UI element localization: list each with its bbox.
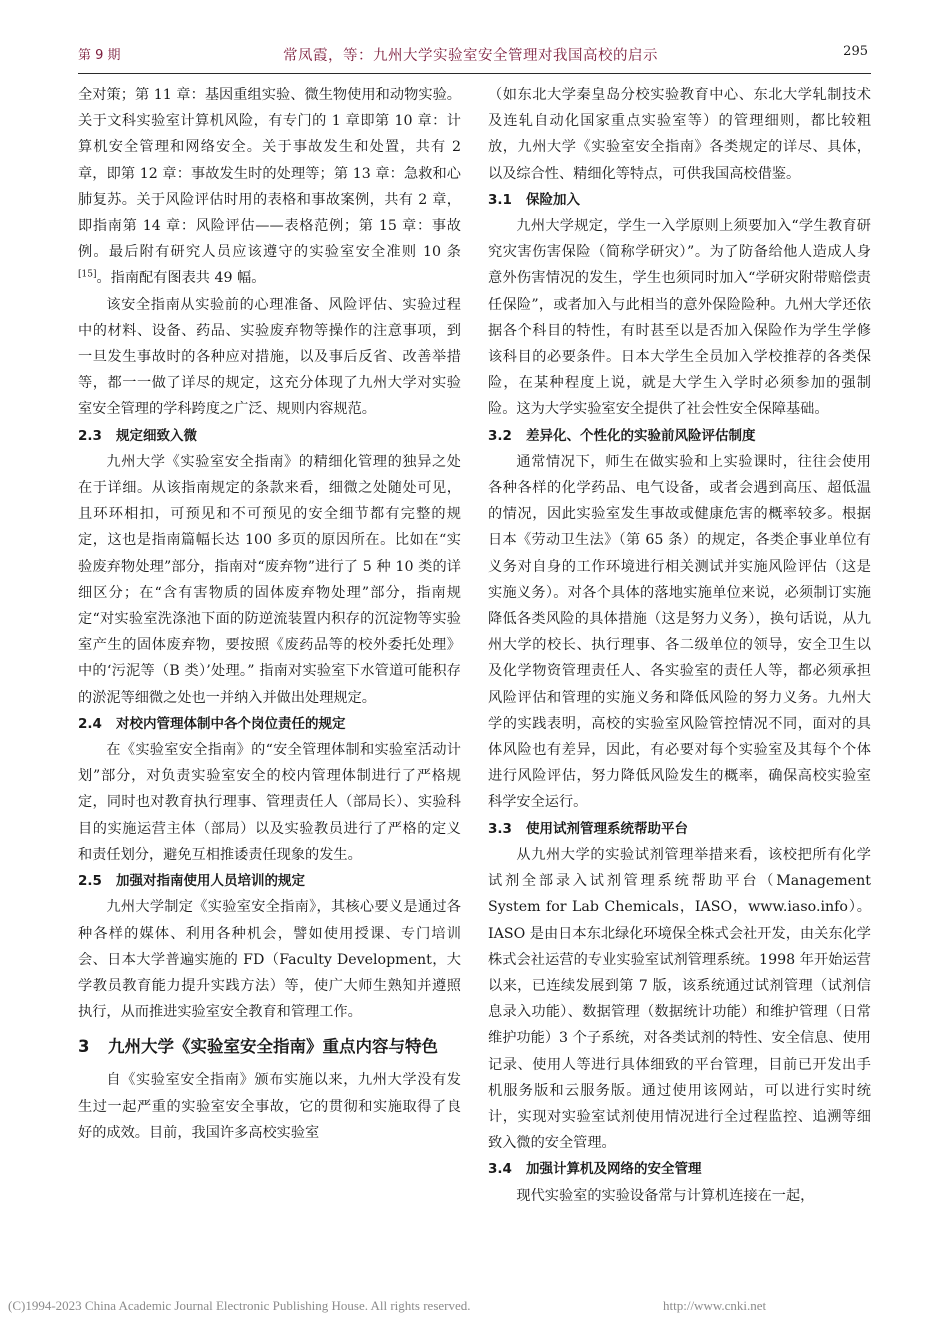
paragraph: 该安全指南从实验前的心理准备、风险评估、实验过程中的材料、设备、药品、实验废弃物等操作的注意事项，到一旦发生事故时的各种应对措施，以及事后反省、改善举措等，都一一做了详尽的规定，这充分体现了九州大学对实验室安全管理的学科跨度之广泛、规则内容规范。 [78,296,461,418]
section-title: 加强计算机及网络的安全管理 [526,1161,702,1178]
section-title: 对校内管理体制中各个岗位责任的规定 [116,715,346,732]
section-number: 3.2 [488,427,512,444]
page-number: 295 [843,44,868,59]
paragraph [78,82,461,292]
copyright-notice: (C)1994-2023 China Academic Journal Electronic Publishing House. All rights reserved. [8,1298,471,1313]
section-heading-3 [78,1033,461,1061]
paragraph: 自《实验室安全指南》颁布实施以来，九州大学没有发生过一起严重的实验室安全事故，它的贯彻和实施取得了良好的成效。目前，我国许多高校实验室 [78,1072,461,1141]
issue-label: 第 9 期 [78,48,121,63]
section-number: 2.3 [78,427,102,444]
left-column [78,82,461,1146]
section-number: 3.4 [488,1161,512,1178]
section-number: 3.1 [488,191,512,208]
paragraph-text: 。指南配有图表共 49 幅。 [96,270,266,287]
paragraph: 从九州大学的实验试剂管理举措来看，该校把所有化学试剂全部录入试剂管理系统帮助平台（Management System for Lab Chemicals，IASO，www.iaso.info）。IASO 是由日本东北绿化环境保全株式会社开发，由关东化学株式会社运营的专业实验室试剂管理系统。1998 年开始运营以来，已连续发展到第 7 版，该系统通过试剂管理（试剂信息录入功能）、数据管理（数据统计功能）和维护管理（日常维护功能）3 个子系统，对各类试剂的特性、安全信息、使用记录、使用人等进行具体细致的平台管理，目前已开发出手机服务版和云服务版。通过使用该网站，可以进行实时统计，实现对实验室试剂使用情况进行全过程监控、追溯等细致入微的安全管理。 [488,846,871,1152]
paragraph: 现代实验室的实验设备常与计算机连接在一起， [516,1187,815,1204]
section-number: 2.4 [78,715,102,732]
running-title: 常凤霞，等：九州大学实验室安全管理对我国高校的启示 [283,48,658,64]
paragraph: 九州大学《实验室安全指南》的精细化管理的独异之处在于详细。从该指南规定的条款来看，细微之处随处可见，且环环相扣，可预见和不可预见的安全细节都有完整的规定，这也是指南篇幅长达 100 多页的原因所在。比如在“实验废弃物处理”部分，指南对“废弃物”进行了 5 种 10 类的详细区分；在“含有害物质的固体废弃物处理”部分，指南规定“对实验室洗涤池下面的防逆流装置内积存的沉淀物等实验室产生的固体废弃物，要按照《废药品等的校外委托处理》中的‘污泥等（B 类）’处理。” 指南对实验室下水管道可能积存的淤泥等细微之处也一并纳入并做出处理规定。 [78,453,461,706]
paragraph: 九州大学制定《实验室安全指南》，其核心要义是通过各种各样的媒体、利用各种机会，譬如使用授课、专门培训会、日本大学普遍实施的 FD（Faculty Development，大学教员教育能力提升实践方法）等，使广大师生熟知并遵照执行，从而推进实验室安全教育和管理工作。 [78,899,461,1021]
paragraph: 在《实验室安全指南》的“安全管理体制和实验室活动计划”部分，对负责实验室安全的校内管理体制进行了严格规定，同时也对教育执行理事、管理责任人（部局长）、实验科目的实施运营主体（部局）以及实验教员进行了严格的定义和责任划分，避免互相推诿责任现象的发生。 [78,742,461,863]
section-title: 九州大学《实验室安全指南》重点内容与特色 [108,1037,438,1057]
right-column [488,82,871,1209]
section-title: 差异化、个性化的实验前风险评估制度 [526,427,756,444]
section-heading-3-3 [488,816,871,842]
page-footer [8,1298,944,1314]
section-title: 加强对指南使用人员培训的规定 [116,873,305,890]
section-heading-3-2 [488,423,871,449]
footer-link[interactable]: http://www.cnki.net [663,1298,767,1313]
section-heading-3-1 [488,187,871,213]
section-heading-2-4 [78,711,461,737]
section-number: 2.5 [78,873,102,890]
section-heading-2-3 [78,423,461,449]
page-header [78,14,868,64]
section-heading-3-4 [488,1156,871,1182]
paragraph: 九州大学规定，学生一入学原则上须要加入“学生教育研究灾害伤害保险（简称学研灾）”。为了防备给他人造成人身意外伤害情况的发生，学生也须同时加入“学研灾附带赔偿责任保险”，或者加入与此相当的意外保险险种。九州大学还依据各个科目的特性，有时甚至以是否加入保险作为学生学修该科目的必要条件。日本大学生全员加入学校推荐的各类保险，在某种程度上说，就是大学生入学时必须参加的强制险。这为大学实验室安全提供了社会性安全保障基础。 [488,218,871,418]
section-title: 使用试剂管理系统帮助平台 [526,820,688,837]
paragraph: （如东北大学秦皇岛分校实验教育中心、东北大学轧制技术及连轧自动化国家重点实验室等）的管理细则，都比较粗放，九州大学《实验室安全指南》各类规定的详尽、具体，以及综合性、精细化等特点，可供我国高校借鉴。 [488,87,871,182]
section-number: 3.3 [488,820,512,837]
paragraph: 通常情况下，师生在做实验和上实验课时，往往会使用各种各样的化学药品、电气设备，或者会遇到高压、超低温的情况，因此实验室发生事故或健康危害的概率较多。根据日本《劳动卫生法》（第 65 条）的规定，各类企事业单位有义务对自身的工作环境进行相关测试并实施风险评估（这是实施义务）。对各个具体的落地实施单位来说，必须制订实施降低各类风险的具体措施（这是努力义务），换句话说，从九州大学的校长、执行理事、各二级单位的领导，安全卫生以及化学物资管理责任人、各实验室的责任人等，都必须承担风险评估和管理的实施义务和降低风险的努力义务。九州大学的实践表明，高校的实验室风险管控情况不同，面对的具体风险也有差异，因此，有必要对每个实验室及其每个个体进行风险评估，努力降低风险发生的概率，确保高校实验室科学安全运行。 [488,453,871,811]
section-heading-2-5 [78,868,461,894]
section-title: 规定细致入微 [116,427,197,444]
section-title: 保险加入 [526,191,580,208]
paragraph-text: 全对策；第 11 章：基因重组实验、微生物使用和动物实验。关于文科实验室计算机风险，有专门的 1 章即第 10 章：计算机安全管理和网络安全。关于事故发生和处置，共有 2 章，即第 12 章：事故发生时的处理等；第 13 章：急救和心肺复苏。关于风险评估时用的表格和事故案例，共有 2 章，即指南第 14 章：风险评估——表格范例；第 15 章：事故例。最后附有研究人员应该遵守的实验室安全准则 10 条 [78,87,461,261]
section-number: 3 [78,1037,90,1057]
citation-ref[interactable]: [15] [78,269,97,280]
header-divider [78,73,871,74]
